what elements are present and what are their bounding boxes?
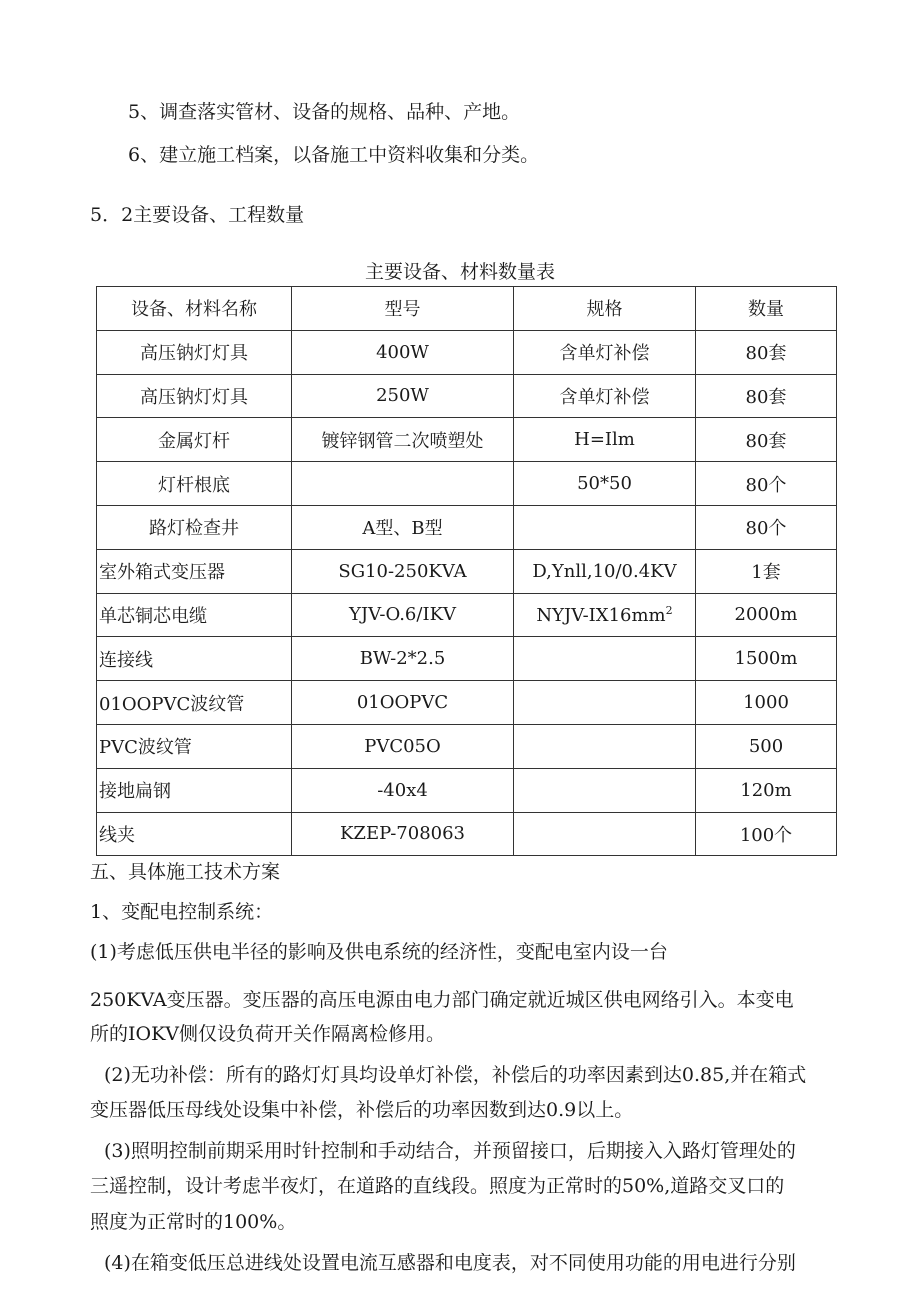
cell-spec [514,593,696,637]
cell-spec [514,505,696,549]
table-caption: 主要设备、材料数量表 [364,261,555,283]
cell-qty: 80套 [696,418,837,462]
cell-spec: D,Ynll,10/0.4KV [514,549,696,593]
cell-spec: 含单灯补偿 [514,374,696,418]
cell-spec [514,768,696,812]
cell-spec-text: NYJV-IX16mm [536,604,666,626]
cell-spec [514,681,696,725]
cell-name: PVC波纹管 [97,724,292,768]
table-row [97,462,837,506]
section-heading: 5．2主要设备、工程数量 [90,204,305,226]
cell-qty: 120m [696,768,837,812]
cell-name: 高压钠灯灯具 [97,374,292,418]
cell-model [292,462,514,506]
paragraph-3-line-3: 照度为正常时的100%。 [90,1211,297,1233]
intro-item-6: 6、建立施工档案，以备施工中资料收集和分类。 [128,144,540,166]
cell-qty: 80个 [696,505,837,549]
table-row [97,593,837,637]
cell-spec [514,637,696,681]
cell-spec: 50*50 [514,462,696,506]
cell-model: 01OOPVC [292,681,514,725]
table-row [97,637,837,681]
cell-name: 灯杆根底 [97,462,292,506]
table-row [97,724,837,768]
cell-model: SG10-250KVA [292,549,514,593]
cell-model: 镀锌钢管二次喷塑处 [292,418,514,462]
cell-model: BW-2*2.5 [292,637,514,681]
cell-qty: 80个 [696,462,837,506]
paragraph-1-line-3: 所的IOKV侧仅设负荷开关作隔离检修用。 [90,1023,445,1045]
cell-model: YJV-O.6/IKV [292,593,514,637]
cell-spec: 含单灯补偿 [514,330,696,374]
table-row [97,418,837,462]
table-row [97,549,837,593]
table-row [97,681,837,725]
cell-qty: 100个 [696,812,837,856]
materials-table [96,286,837,856]
cell-name: 单芯铜芯电缆 [97,593,292,637]
cell-qty: 1500m [696,637,837,681]
cell-name: 高压钠灯灯具 [97,330,292,374]
cell-name: 路灯检查井 [97,505,292,549]
cell-qty: 500 [696,724,837,768]
header-model: 型号 [292,287,514,331]
header-qty: 数量 [696,287,837,331]
header-spec: 规格 [514,287,696,331]
table-row [97,505,837,549]
paragraph-2-line-1: (2)无功补偿：所有的路灯灯具均设单灯补偿，补偿后的功率因素到达0.85,并在箱式 [104,1064,807,1086]
cell-spec-superscript: 2 [665,603,673,617]
section5-title: 五、具体施工技术方案 [90,861,281,883]
table-row [97,768,837,812]
cell-name: 连接线 [97,637,292,681]
cell-model: KZEP-708063 [292,812,514,856]
cell-qty: 2000m [696,593,837,637]
cell-qty: 80套 [696,374,837,418]
paragraph-3-line-2: 三遥控制，设计考虑半夜灯，在道路的直线段。照度为正常时的50%,道路交叉口的 [90,1175,785,1197]
table-row [97,330,837,374]
cell-model: A型、B型 [292,505,514,549]
cell-spec [514,812,696,856]
header-name: 设备、材料名称 [97,287,292,331]
cell-qty: 1套 [696,549,837,593]
table-header-row [97,287,837,331]
cell-spec: H=Ilm [514,418,696,462]
cell-model: 400W [292,330,514,374]
table-row [97,374,837,418]
cell-name: 接地扁钢 [97,768,292,812]
cell-spec [514,724,696,768]
paragraph-4-line-1: (4)在箱变低压总进线处设置电流互感器和电度表，对不同使用功能的用电进行分别 [104,1252,796,1274]
cell-name: 线夹 [97,812,292,856]
cell-qty: 1000 [696,681,837,725]
cell-model: -40x4 [292,768,514,812]
intro-item-5: 5、调查落实管材、设备的规格、品种、产地。 [128,101,521,123]
paragraph-2-line-2: 变压器低压母线处设集中补偿，补偿后的功率因数到达0.9以上。 [90,1099,634,1121]
cell-qty: 80套 [696,330,837,374]
paragraph-1-line-2: 250KVA变压器。变压器的高压电源由电力部门确定就近城区供电网络引入。本变电 [90,989,794,1011]
cell-name: 01OOPVC波纹管 [97,681,292,725]
paragraph-3-line-1: (3)照明控制前期采用时针控制和手动结合，并预留接口，后期接入入路灯管理处的 [104,1140,796,1162]
cell-name: 金属灯杆 [97,418,292,462]
cell-model: PVC05O [292,724,514,768]
cell-name: 室外箱式变压器 [97,549,292,593]
paragraph-1-line-1: (1)考虑低压供电半径的影响及供电系统的经济性，变配电室内设一台 [90,941,668,963]
subsection1-title: 1、变配电控制系统： [90,901,274,923]
table-row [97,812,837,856]
cell-model: 250W [292,374,514,418]
